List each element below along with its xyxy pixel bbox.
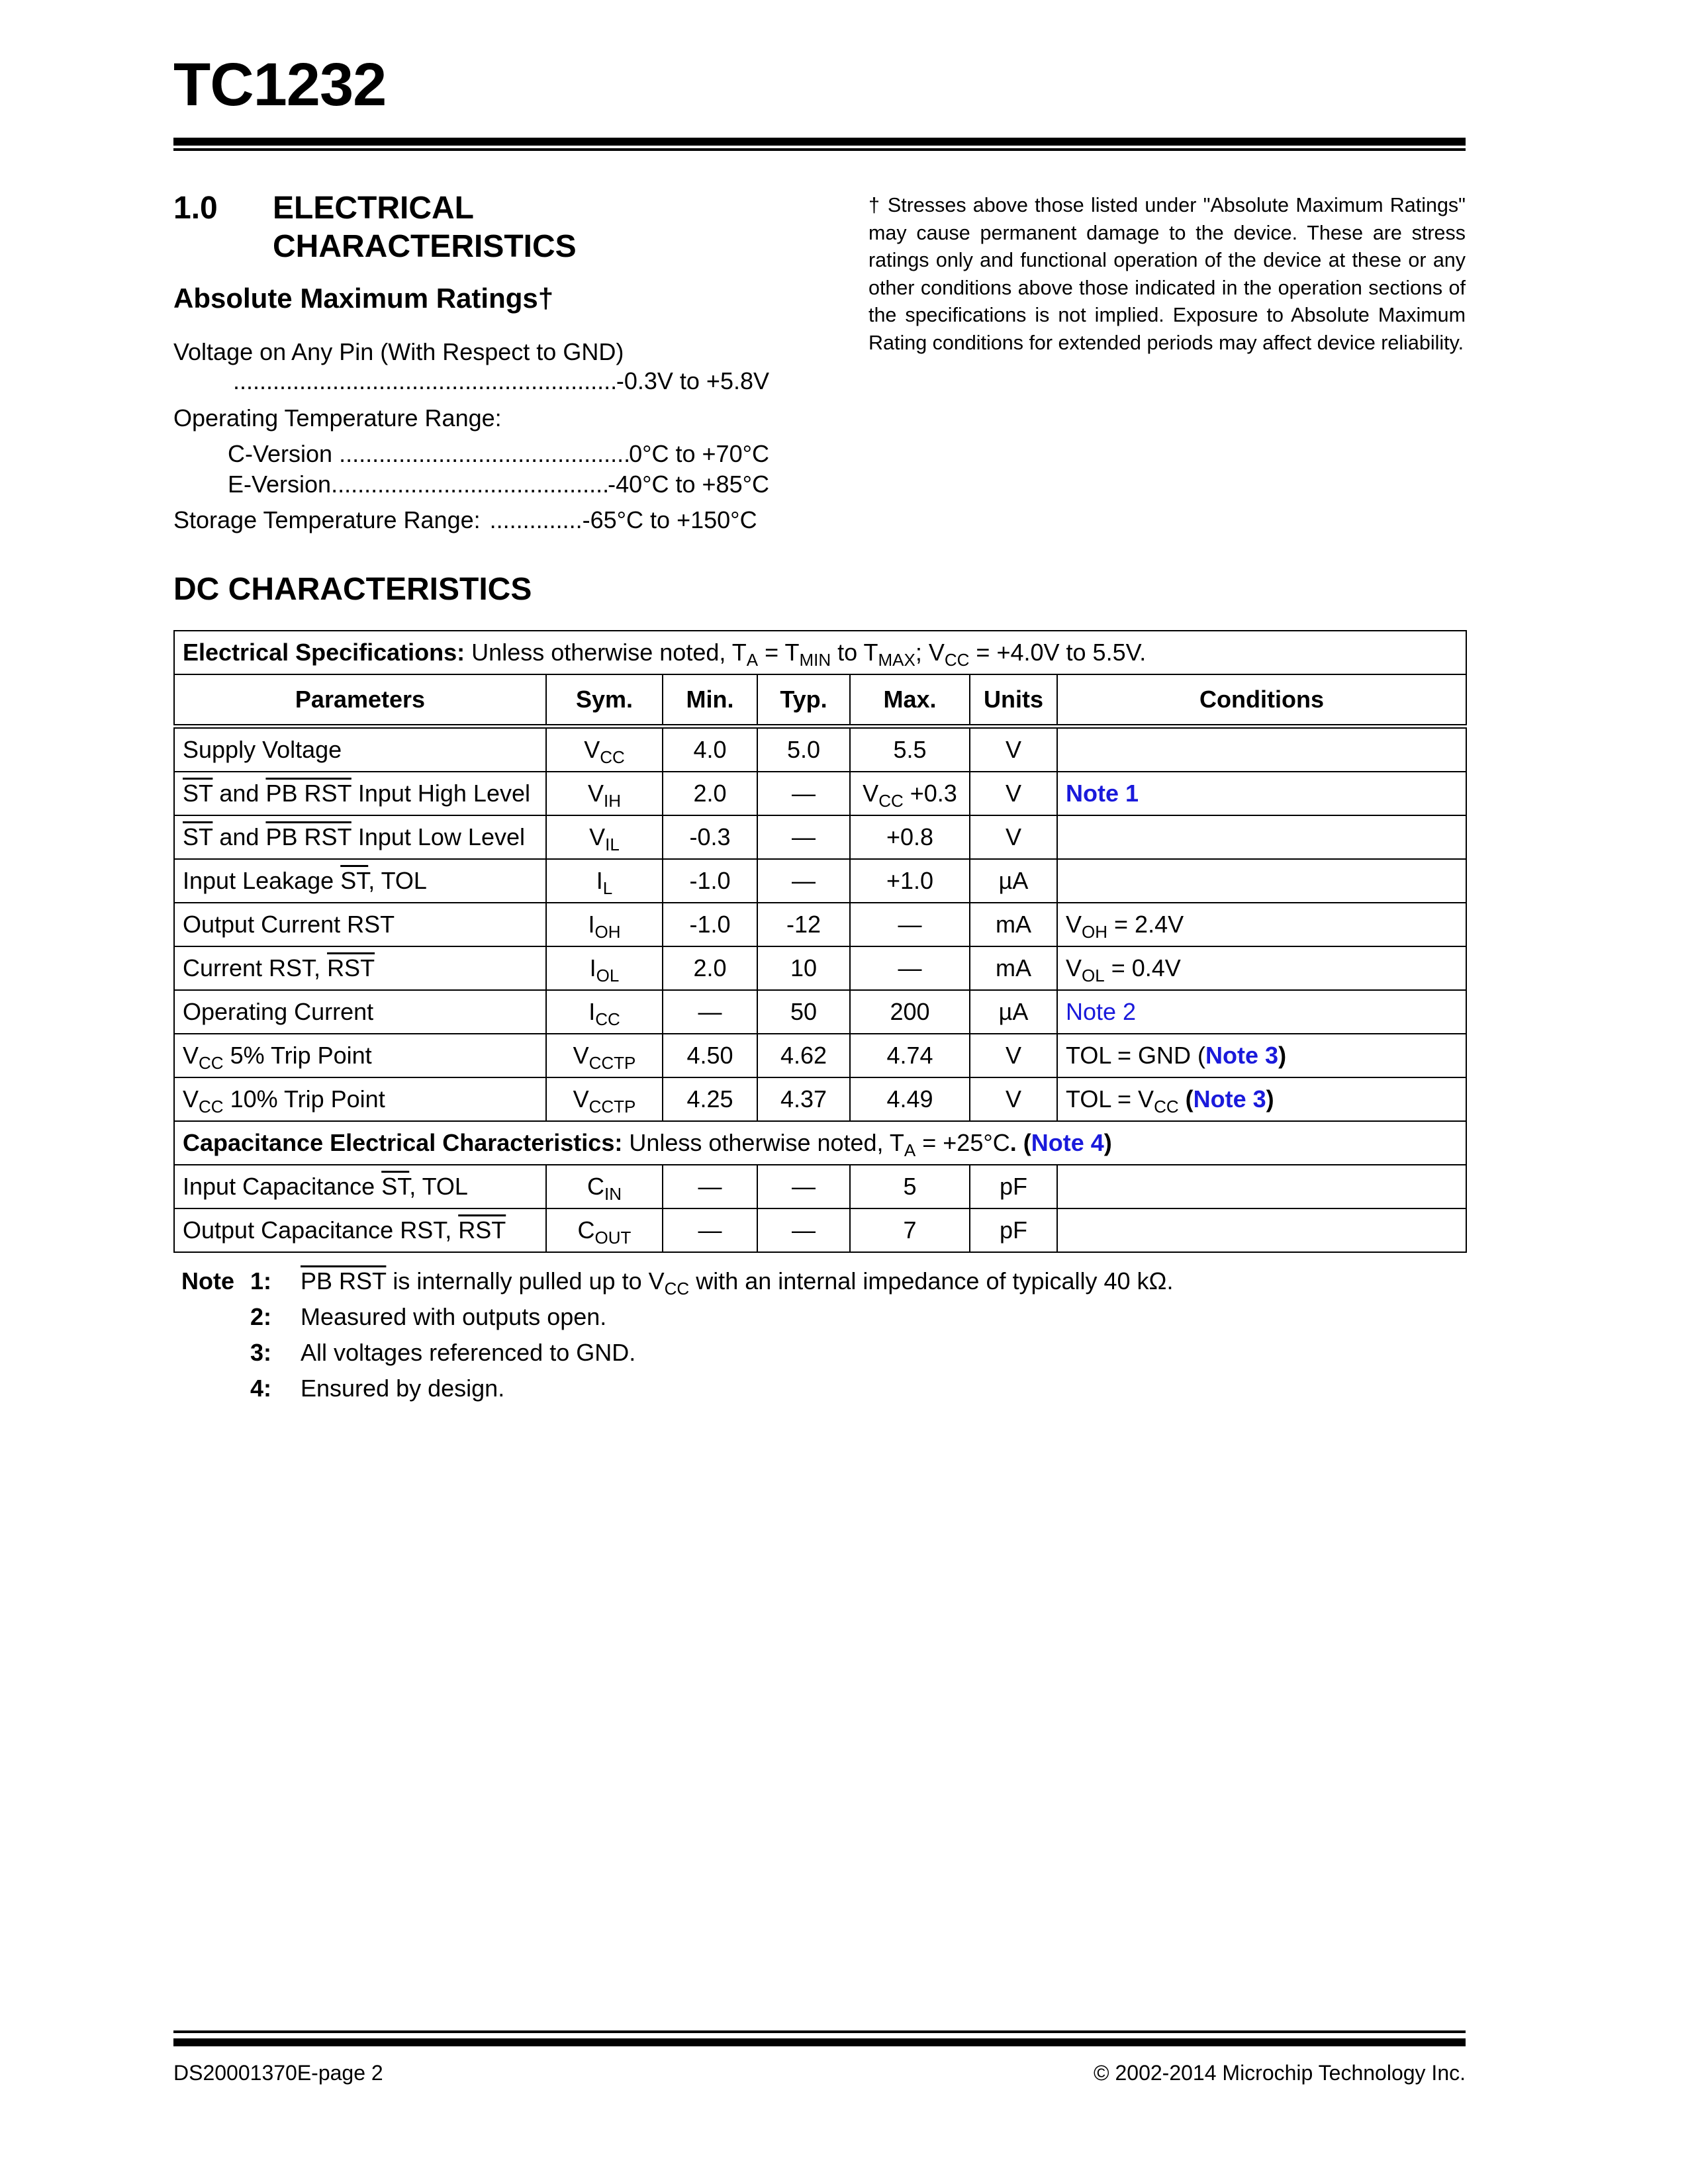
sym-cell — [546, 727, 663, 772]
param-cell — [174, 1034, 546, 1077]
dc-heading: DC CHARACTERISTICS — [173, 572, 532, 607]
cond-text: ( — [1178, 1085, 1194, 1113]
sym-cell — [546, 772, 663, 815]
subscript: CC — [944, 650, 970, 670]
note-2-text: Measured with outputs open. — [301, 1303, 607, 1330]
note-3-number: 3: — [250, 1339, 272, 1366]
table-row — [174, 1165, 1466, 1208]
capacitance-spec-row — [174, 1121, 1466, 1165]
param-text: Input Capacitance — [183, 1173, 382, 1200]
table-row — [174, 1077, 1466, 1121]
note-1-link[interactable]: Note 1 — [1066, 780, 1139, 807]
section-title — [273, 189, 736, 266]
max-cell: 5.5 — [850, 727, 970, 772]
cond-cell — [1057, 815, 1466, 859]
cap-text: ) — [1103, 1129, 1112, 1156]
cond-cell — [1057, 727, 1466, 772]
max-cell: — — [850, 946, 970, 990]
unit-cell: µA — [970, 859, 1057, 903]
cap-bold-label: Capacitance Electrical Characteristics: — [183, 1129, 623, 1156]
footer-rule — [173, 2038, 1466, 2046]
table-row — [174, 1208, 1466, 1252]
subscript: IH — [604, 791, 621, 811]
note-2-number: 2: — [250, 1303, 272, 1330]
max-cell: 4.49 — [850, 1077, 970, 1121]
document-title: TC1232 — [173, 51, 387, 118]
sym-text: V — [589, 823, 606, 850]
typ-cell: — — [757, 1208, 850, 1252]
unit-cell: mA — [970, 903, 1057, 946]
sym-cell — [546, 1165, 663, 1208]
param-cell — [174, 1165, 546, 1208]
capacitance-spec-cell — [174, 1121, 1466, 1165]
unit-cell: mA — [970, 946, 1057, 990]
storage-label: Storage Temperature Range: — [173, 506, 481, 533]
note-3-link[interactable]: Note 3 — [1193, 1085, 1266, 1113]
spec-text: Unless otherwise noted, T — [465, 639, 747, 666]
subscript: MIN — [799, 650, 831, 670]
section-number: 1.0 — [173, 191, 218, 226]
cond-cell — [1057, 1165, 1466, 1208]
header-units: Units — [970, 674, 1057, 727]
max-cell: 7 — [850, 1208, 970, 1252]
sym-cell — [546, 990, 663, 1034]
note-4-text: Ensured by design. — [301, 1375, 505, 1402]
stress-note: † Stresses above those listed under "Absolute Maximum Ratings" may cause permanent damage to the device. These are stress ratings only and functional operation of the device at these or any other conditions above those indicated in the operation sections of the specifications is not implied. Exposure to Absolute Maximum Rating conditions for extended periods may affect device reliability. — [868, 194, 1466, 354]
voltage-label: Voltage on Any Pin (With Respect to GND) — [173, 338, 624, 365]
typ-cell: — — [757, 815, 850, 859]
table-row — [174, 859, 1466, 903]
param-overline: PB RST — [265, 823, 352, 850]
footer-doc-number: DS20001370E-page 2 — [173, 2061, 383, 2085]
spec-text: = +4.0V to 5.5V. — [969, 639, 1147, 666]
sym-cell — [546, 1034, 663, 1077]
notes-label: Note — [181, 1267, 234, 1295]
cond-cell — [1057, 990, 1466, 1034]
table-row — [174, 990, 1466, 1034]
min-cell: 4.50 — [663, 1034, 757, 1077]
sym-text: V — [587, 780, 604, 807]
cond-cell — [1057, 1034, 1466, 1077]
subscript: IN — [604, 1184, 622, 1204]
leader-dots — [490, 506, 583, 535]
param-overline: $\overline{ST}$ — [381, 1173, 410, 1200]
subscript: OL — [1082, 966, 1105, 985]
max-cell: +0.8 — [850, 815, 970, 859]
subscript: CC — [664, 1279, 690, 1298]
param-text: V — [183, 1085, 199, 1113]
note-overline: PB RST — [301, 1267, 387, 1295]
min-cell: 4.0 — [663, 727, 757, 772]
spec-text: ; V — [915, 639, 945, 666]
cond-cell — [1057, 772, 1466, 815]
min-cell: — — [663, 990, 757, 1034]
typ-cell: 4.37 — [757, 1077, 850, 1121]
subscript: CC — [595, 1009, 620, 1029]
note-1-text — [301, 1267, 1173, 1296]
sym-cell — [546, 1208, 663, 1252]
subscript: CC — [878, 791, 904, 811]
note-3-text: All voltages referenced to GND. — [301, 1339, 636, 1366]
param-text: Current RST, — [183, 954, 328, 981]
dc-characteristics-table — [173, 630, 1467, 1253]
subscript: CC — [199, 1053, 224, 1073]
min-cell: -1.0 — [663, 903, 757, 946]
cond-text: V — [1066, 954, 1082, 981]
storage-rating — [173, 506, 769, 535]
sym-cell — [546, 903, 663, 946]
subscript: CCTP — [588, 1097, 636, 1116]
param-cell — [174, 990, 546, 1034]
typ-cell: 10 — [757, 946, 850, 990]
param-cell — [174, 1208, 546, 1252]
typ-cell: — — [757, 859, 850, 903]
max-cell: 4.74 — [850, 1034, 970, 1077]
param-overline: $\overline{ST}$ — [183, 823, 213, 850]
sym-text: C — [587, 1173, 604, 1200]
cond-text: = 2.4V — [1107, 911, 1184, 938]
subscript: CC — [199, 1097, 224, 1116]
note-text: with an internal impedance of typically 40 kΩ. — [689, 1267, 1174, 1295]
section-title-line1: ELECTRICAL — [273, 191, 474, 226]
op-temp-label: Operating Temperature Range: — [173, 404, 502, 432]
spec-text: to T — [831, 639, 878, 666]
min-cell: 2.0 — [663, 772, 757, 815]
table-row — [174, 1034, 1466, 1077]
param-text: 5% Trip Point — [223, 1042, 372, 1069]
subscript: A — [746, 650, 759, 670]
param-text: , TOL — [409, 1173, 468, 1200]
storage-value: -65°C to +150°C — [582, 506, 757, 533]
param-text: Operating Current — [183, 998, 374, 1025]
header-max: Max. — [850, 674, 970, 727]
table-header-row — [174, 674, 1466, 727]
header-rule — [173, 138, 1466, 146]
voltage-rating — [233, 367, 769, 396]
param-text: Output Capacitance RST, — [183, 1216, 459, 1244]
abs-max-heading: Absolute Maximum Ratings† — [173, 283, 554, 314]
param-cell — [174, 859, 546, 903]
param-text: Input Low Level — [351, 823, 525, 850]
param-text: Output Current RST — [183, 911, 395, 938]
voltage-value: -0.3V to +5.8V — [616, 367, 769, 394]
typ-cell: 5.0 — [757, 727, 850, 772]
subscript: CC — [1154, 1097, 1179, 1116]
sym-text: I — [596, 867, 603, 894]
sym-cell — [546, 815, 663, 859]
param-text: Supply Voltage — [183, 736, 342, 763]
min-cell: — — [663, 1208, 757, 1252]
cond-text: ) — [1278, 1042, 1287, 1069]
note-2-link[interactable]: Note 2 — [1066, 998, 1137, 1025]
param-text: V — [183, 1042, 199, 1069]
unit-cell: pF — [970, 1208, 1057, 1252]
cond-cell — [1057, 903, 1466, 946]
param-overline: PB RST — [265, 780, 352, 807]
param-overline: $\overline{RST}$ — [458, 1216, 506, 1244]
param-text: and — [212, 780, 266, 807]
subscript: MAX — [878, 650, 915, 670]
cond-cell — [1057, 859, 1466, 903]
subscript: OL — [596, 966, 620, 985]
spec-bold-label: Electrical Specifications: — [183, 639, 465, 666]
c-version-rating — [228, 439, 769, 469]
table-row — [174, 772, 1466, 815]
c-version-label: C-Version — [228, 440, 333, 467]
cap-text: = +25°C — [915, 1129, 1010, 1156]
e-version-value: -40°C to +85°C — [608, 471, 769, 498]
min-cell: — — [663, 1165, 757, 1208]
subscript: OH — [594, 922, 621, 942]
unit-cell: V — [970, 727, 1057, 772]
cond-cell — [1057, 946, 1466, 990]
max-text: V — [863, 780, 879, 807]
footer-copyright: © 2002-2014 Microchip Technology Inc. — [1094, 2061, 1466, 2085]
subscript: CCTP — [588, 1053, 636, 1073]
unit-cell: V — [970, 1034, 1057, 1077]
sym-text: C — [577, 1216, 595, 1244]
note-1-number: 1: — [250, 1267, 272, 1295]
min-cell: -1.0 — [663, 859, 757, 903]
table-row — [174, 727, 1466, 772]
min-cell: -0.3 — [663, 815, 757, 859]
subscript: A — [904, 1140, 916, 1160]
subscript: L — [602, 878, 613, 898]
sym-cell — [546, 859, 663, 903]
section-title-line2: CHARACTERISTICS — [273, 229, 577, 264]
footer-rule-thin — [173, 2030, 1466, 2033]
sym-cell — [546, 1077, 663, 1121]
header-typ: Typ. — [757, 674, 850, 727]
subscript: IL — [605, 835, 620, 854]
leader-dots — [233, 367, 616, 396]
cap-text: Unless otherwise noted, T — [622, 1129, 904, 1156]
param-text: , TOL — [368, 867, 427, 894]
param-text: Input Leakage — [183, 867, 341, 894]
unit-cell: V — [970, 1077, 1057, 1121]
sym-text: V — [573, 1042, 589, 1069]
cond-text: ) — [1266, 1085, 1274, 1113]
unit-cell: µA — [970, 990, 1057, 1034]
sym-text: I — [588, 911, 595, 938]
param-text: Input High Level — [351, 780, 530, 807]
cond-cell — [1057, 1077, 1466, 1121]
header-sym: Sym. — [546, 674, 663, 727]
param-overline: $\overline{ST}$ — [183, 780, 213, 807]
typ-cell: — — [757, 772, 850, 815]
min-cell: 2.0 — [663, 946, 757, 990]
leader-dots — [339, 439, 629, 469]
sym-text: I — [588, 998, 596, 1025]
sym-text: I — [589, 954, 596, 981]
param-text: 10% Trip Point — [223, 1085, 385, 1113]
note-4-link[interactable]: Note 4 — [1031, 1129, 1104, 1156]
max-cell: 200 — [850, 990, 970, 1034]
spec-text: = T — [758, 639, 800, 666]
sym-text: V — [573, 1085, 589, 1113]
sym-cell — [546, 946, 663, 990]
typ-cell: 50 — [757, 990, 850, 1034]
table-row — [174, 903, 1466, 946]
electrical-spec-cell — [174, 631, 1466, 674]
cond-cell — [1057, 1208, 1466, 1252]
max-cell — [850, 772, 970, 815]
param-cell — [174, 815, 546, 859]
param-overline: $\overline{RST}$ — [327, 954, 375, 981]
e-version-rating — [228, 470, 769, 499]
max-cell: — — [850, 903, 970, 946]
cond-text: V — [1066, 911, 1082, 938]
table-row — [174, 946, 1466, 990]
e-version-label: E-Version — [228, 471, 332, 498]
subscript: OH — [1082, 922, 1108, 942]
note-3-link[interactable]: Note 3 — [1205, 1042, 1279, 1069]
unit-cell: V — [970, 815, 1057, 859]
header-conditions: Conditions — [1057, 674, 1466, 727]
cond-text: TOL = V — [1066, 1085, 1154, 1113]
param-text: and — [212, 823, 266, 850]
max-text: +0.3 — [903, 780, 957, 807]
header-rule-thin — [173, 148, 1466, 151]
sym-text: V — [584, 736, 600, 763]
typ-cell: 4.62 — [757, 1034, 850, 1077]
spec-row — [174, 631, 1466, 674]
note-4-number: 4: — [250, 1375, 272, 1402]
cap-text: . ( — [1009, 1129, 1031, 1156]
subscript: OUT — [594, 1228, 632, 1248]
unit-cell: pF — [970, 1165, 1057, 1208]
max-cell: +1.0 — [850, 859, 970, 903]
typ-cell: -12 — [757, 903, 850, 946]
max-cell: 5 — [850, 1165, 970, 1208]
leader-dots — [331, 470, 608, 499]
param-cell — [174, 946, 546, 990]
header-parameters: Parameters — [174, 674, 546, 727]
min-cell: 4.25 — [663, 1077, 757, 1121]
param-cell — [174, 727, 546, 772]
table-row — [174, 815, 1466, 859]
param-cell — [174, 1077, 546, 1121]
typ-cell: — — [757, 1165, 850, 1208]
note-text: is internally pulled up to V — [386, 1267, 665, 1295]
cond-text: TOL = GND ( — [1066, 1042, 1206, 1069]
c-version-value: 0°C to +70°C — [629, 440, 769, 467]
param-cell — [174, 772, 546, 815]
param-overline: $\overline{ST}$ — [340, 867, 369, 894]
header-min: Min. — [663, 674, 757, 727]
cond-text: = 0.4V — [1104, 954, 1181, 981]
subscript: CC — [600, 747, 625, 767]
unit-cell: V — [970, 772, 1057, 815]
param-cell — [174, 903, 546, 946]
